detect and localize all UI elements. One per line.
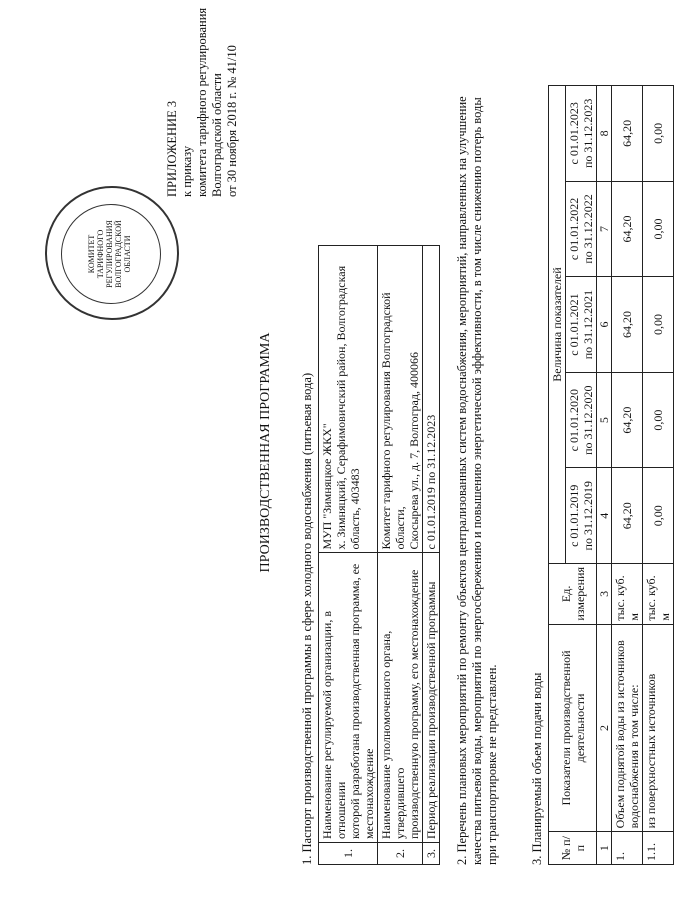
passport-row-label: Наименование уполномоченного органа, утвердившего производственную программу, его местонахождение — [378, 553, 423, 843]
row-value: 64,20 — [612, 372, 643, 468]
official-seal-text: КОМИТЕТ ТАРИФНОГО РЕГУЛИРОВАНИЯ ВОЛГОГРАДСКОЙ ОБЛАСТИ — [87, 220, 132, 288]
row-indicator: Объем поднятой воды из источников водоснабжения в том числе: — [612, 624, 643, 832]
passport-row-num: 3. — [423, 843, 440, 865]
period-header: с 01.01.2022 по 31.12.2022 — [566, 181, 597, 277]
passport-row — [423, 246, 440, 865]
passport-row-value: Комитет тарифного регулирования Волгоградской области, Скосырева ул., д. 7, Волгоград, 400066 — [378, 246, 423, 553]
appendix-label: ПРИЛОЖЕНИЕ 3 — [165, 100, 179, 197]
column-number: 1 — [597, 832, 612, 865]
document-title: ПРОИЗВОДСТВЕННАЯ ПРОГРАММА — [258, 332, 273, 573]
row-value: 0,00 — [643, 277, 674, 373]
passport-row-value: с 01.01.2019 по 31.12.2023 — [423, 246, 440, 553]
period-header: с 01.01.2019 по 31.12.2019 — [566, 468, 597, 564]
row-value: 64,20 — [612, 468, 643, 564]
column-number: 2 — [597, 624, 612, 832]
official-seal — [45, 186, 179, 320]
column-number: 6 — [597, 277, 612, 373]
col-unit-header: Ед. измерения — [549, 564, 597, 625]
passport-row-num: 1. — [319, 843, 378, 865]
row-num: 1.1. — [643, 832, 674, 865]
appendix-region-line: Волгоградской области — [210, 73, 224, 197]
row-value: 0,00 — [643, 468, 674, 564]
row-value: 0,00 — [643, 372, 674, 468]
passport-row-label: Наименование регулируемой организации, в отношении которой разработана производственная программа, ее местонахождение — [319, 553, 378, 843]
water-volume-table — [548, 85, 674, 865]
table-row — [612, 86, 643, 865]
table-row — [643, 86, 674, 865]
appendix-date-line: от 30 ноября 2018 г. № 41/10 — [225, 45, 239, 197]
passport-row-label: Период реализации производственной программы — [423, 553, 440, 843]
passport-row — [319, 246, 378, 865]
period-header: с 01.01.2023 по 31.12.2023 — [566, 86, 597, 182]
section3-heading: 3. Планируемый объем подачи воды — [530, 672, 544, 865]
period-header: с 01.01.2021 по 31.12.2021 — [566, 277, 597, 373]
period-header: с 01.01.2020 по 31.12.2020 — [566, 372, 597, 468]
col-group-header: Величина показателей — [549, 86, 566, 564]
column-number: 8 — [597, 86, 612, 182]
passport-row-num: 2. — [378, 843, 423, 865]
passport-table — [318, 245, 440, 865]
row-value: 64,20 — [612, 86, 643, 182]
row-value: 0,00 — [643, 86, 674, 182]
column-number: 4 — [597, 468, 612, 564]
column-number: 7 — [597, 181, 612, 277]
row-value: 0,00 — [643, 181, 674, 277]
col-indicator-header: Показатели производственной деятельности — [549, 624, 597, 832]
row-unit: тыс. куб. м — [612, 564, 643, 625]
column-number: 3 — [597, 564, 612, 625]
appendix-committee-line: комитета тарифного регулирования — [195, 7, 209, 197]
row-value: 64,20 — [612, 277, 643, 373]
row-indicator: из поверхностных источников — [643, 624, 674, 832]
col-num-header: № п/п — [549, 832, 597, 865]
section1-heading: 1. Паспорт производственной программы в сфере холодного водоснабжения (питьевая вода) — [300, 372, 314, 865]
row-unit: тыс. куб. м — [643, 564, 674, 625]
column-number: 5 — [597, 372, 612, 468]
passport-row — [378, 246, 423, 865]
section2-text: 2. Перечень плановых мероприятий по ремонту объектов централизованных систем водоснабжения, мероприятий, направленных на улучшение качества питьевой воды, мероприятий по энергосбережению и повышению энергетической эффективности, в том числе снижению потерь воды при транспортировке не представлен. — [455, 96, 499, 865]
passport-row-value: МУП "Зимняцкое ЖКХ" х. Зимняцкий, Серафимовичский район, Волгоградская область, 403483 — [319, 246, 378, 553]
row-num: 1. — [612, 832, 643, 865]
row-value: 64,20 — [612, 181, 643, 277]
appendix-order-line: к приказу — [180, 145, 194, 197]
